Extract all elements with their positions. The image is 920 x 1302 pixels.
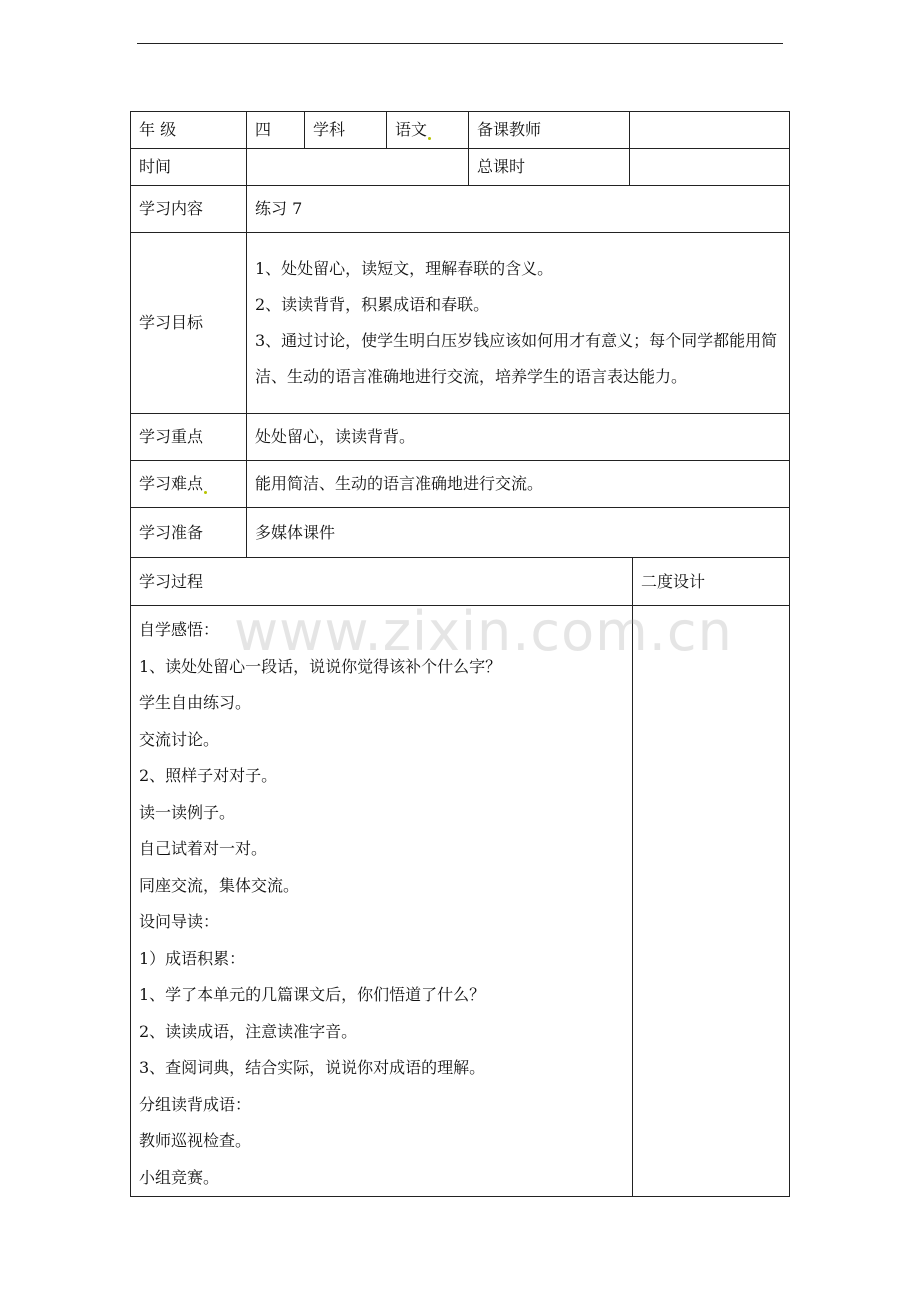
- process-line: 分组读背成语：: [139, 1094, 252, 1114]
- teacher-value: [630, 112, 790, 149]
- goals-label: 学习目标: [131, 233, 247, 414]
- header-table: [130, 111, 790, 186]
- goal-item: 2、读读背背，积累成语和春联。: [255, 295, 490, 314]
- process-table: [130, 557, 790, 1197]
- time-value: [247, 149, 469, 186]
- process-line: 3、查阅词典，结合实际，说说你对成语的理解。: [139, 1058, 486, 1077]
- process-line: 交流讨论。: [139, 729, 220, 749]
- total-label: 总课时: [469, 149, 630, 186]
- process-line: 设问导读：: [139, 912, 220, 931]
- grade-label: 年 级: [131, 112, 247, 149]
- difficulty-label-text: 学习难点: [139, 474, 204, 493]
- goal-item: 3、通过讨论，使学生明白压岁钱应该如何用才有意义；每个同学都能用简洁、生动的语言准确地进行交流，培养学生的语言表达能力。: [255, 331, 778, 386]
- subject-label: 学科: [305, 112, 387, 149]
- goals-cell: [247, 233, 790, 414]
- watermark-text: www.zixin.com.cn: [234, 600, 733, 663]
- subject-value-text: 语文: [395, 120, 428, 139]
- focus-value: 处处留心，读读背背。: [247, 414, 790, 461]
- process-line: 同座交流，集体交流。: [139, 875, 300, 895]
- difficulty-label: [131, 461, 247, 508]
- content-label: 学习内容: [131, 186, 247, 233]
- second-design-heading: 二度设计: [633, 558, 790, 606]
- process-line: 教师巡视检查。: [139, 1131, 252, 1150]
- content-value: 练习 7: [247, 186, 790, 233]
- process-line: 自己试着对一对。: [139, 839, 268, 858]
- difficulty-value: 能用简洁、生动的语言准确地进行交流。: [247, 461, 790, 508]
- grade-value: 四: [247, 112, 305, 149]
- goal-item: 1、处处留心，读短文，理解春联的含义。: [255, 259, 554, 278]
- process-line: 1、学了本单元的几篇课文后，你们悟道了什么？: [139, 985, 486, 1004]
- marker-dot: [428, 137, 431, 140]
- process-body: [131, 606, 633, 1197]
- header-rule: [137, 43, 783, 44]
- process-heading: 学习过程: [131, 558, 633, 606]
- process-line: 小组竞赛。: [139, 1167, 220, 1187]
- info-table: [130, 185, 790, 558]
- total-value: [630, 149, 790, 186]
- prep-label: 学习准备: [131, 508, 247, 558]
- process-line: 1）成语积累：: [139, 948, 246, 968]
- focus-label: 学习重点: [131, 414, 247, 461]
- process-line: 读一读例子。: [139, 802, 236, 822]
- time-label: 时间: [131, 149, 247, 186]
- teacher-label: 备课教师: [469, 112, 630, 149]
- process-line: 自学感悟：: [139, 620, 220, 639]
- process-line: 2、照样子对对子。: [139, 766, 278, 785]
- process-line: 学生自由练习。: [139, 693, 252, 712]
- marker-dot: [204, 491, 207, 494]
- process-line: 2、读读成语，注意读准字音。: [139, 1021, 358, 1041]
- process-line: 1、读处处留心一段话，说说你觉得该补个什么字？: [139, 656, 502, 676]
- subject-value: [387, 112, 469, 149]
- prep-value: 多媒体课件: [247, 508, 790, 558]
- second-design-body: [633, 606, 790, 1197]
